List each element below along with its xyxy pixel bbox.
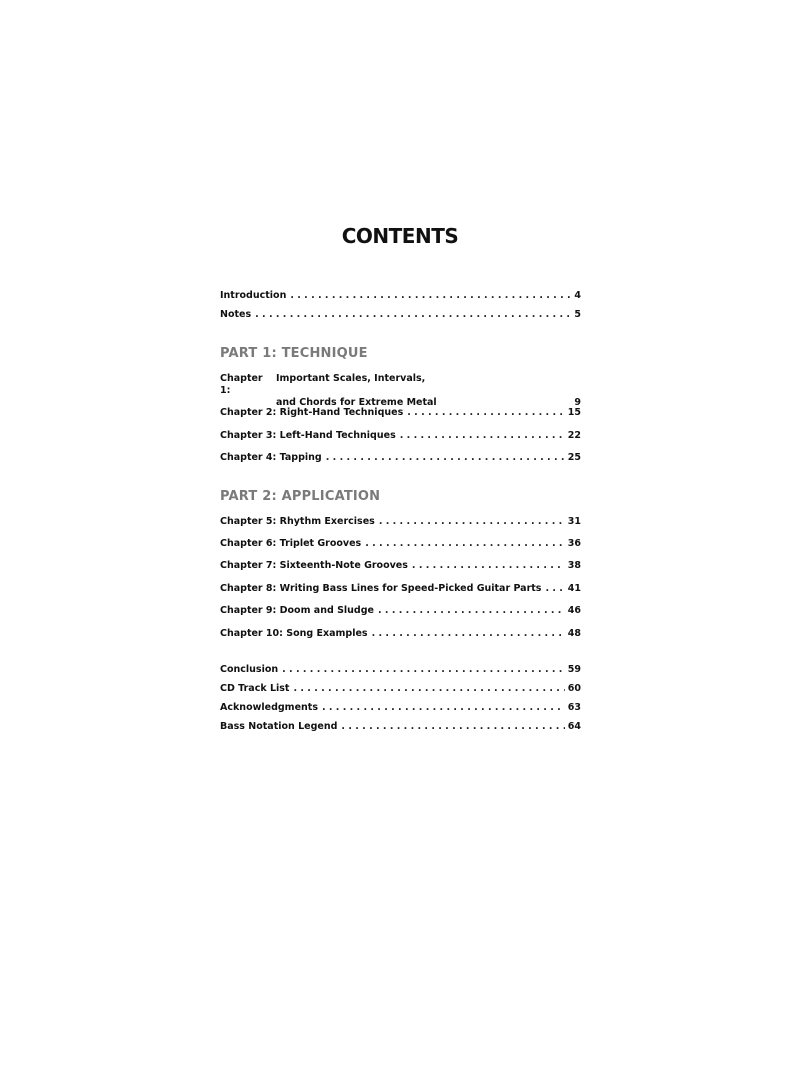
toc-page-number: 48: [567, 628, 581, 639]
toc-entry-chapter-7[interactable]: [220, 559, 581, 573]
dot-leader: [322, 701, 565, 715]
toc-entry-chapter-8[interactable]: [220, 582, 581, 596]
part-heading-technique: PART 1: TECHNIQUE: [220, 346, 368, 361]
toc-chapter-prefix: Chapter 1:: [220, 373, 263, 396]
toc-page-number: 41: [567, 583, 581, 594]
toc-entry-chapter-9[interactable]: [220, 604, 581, 618]
toc-entry-chapter-5[interactable]: [220, 515, 581, 529]
toc-entry-chapter-3[interactable]: [220, 429, 581, 443]
toc-entry-label: Chapter 6: Triplet Grooves: [220, 538, 362, 549]
toc-entry-cd-track-list[interactable]: [220, 682, 581, 696]
toc-page-number: 38: [567, 560, 581, 571]
toc-page-number: 4: [574, 290, 581, 301]
dot-leader: [412, 559, 565, 573]
toc-entry-label: Chapter 8: Writing Bass Lines for Speed-Picked Guitar Parts: [220, 583, 542, 594]
toc-entry-chapter-2[interactable]: [220, 406, 581, 420]
toc-page-number: 59: [567, 664, 581, 675]
toc-entry-chapter-6[interactable]: [220, 537, 581, 551]
toc-entry-label: Chapter 10: Song Examples: [220, 628, 368, 639]
toc-page-number: 9: [574, 397, 581, 408]
toc-page-number: 25: [567, 452, 581, 463]
dot-leader: [545, 582, 564, 596]
toc-entry-label: Chapter 9: Doom and Sludge: [220, 605, 374, 616]
toc-entry-conclusion[interactable]: [220, 663, 581, 677]
toc-entry-label: Conclusion: [220, 664, 279, 675]
toc-page-number: 60: [567, 683, 581, 694]
toc-page-number: 46: [567, 605, 581, 616]
toc-entry-label: Chapter 5: Rhythm Exercises: [220, 516, 375, 527]
toc-entry-notes[interactable]: [220, 308, 581, 322]
toc-entry-introduction[interactable]: [220, 289, 581, 303]
toc-entry-acknowledgments[interactable]: [220, 701, 581, 715]
toc-entry-label: Introduction: [220, 290, 287, 301]
dot-leader: [290, 289, 571, 303]
toc-entry-chapter-1[interactable]: [220, 373, 581, 409]
dot-leader: [378, 604, 565, 618]
dot-leader: [326, 451, 565, 465]
toc-page-number: 22: [567, 430, 581, 441]
toc-page-number: 15: [567, 407, 581, 418]
dot-leader: [379, 515, 565, 529]
dot-leader: [293, 682, 564, 696]
dot-leader: [282, 663, 565, 677]
toc-entry-bass-notation-legend[interactable]: [220, 720, 581, 734]
dot-leader: [255, 308, 571, 322]
toc-entry-label: CD Track List: [220, 683, 290, 694]
dot-leader: [407, 406, 565, 420]
toc-entry-label: Chapter 3: Left-Hand Techniques: [220, 430, 396, 441]
dot-leader: [372, 627, 565, 641]
toc-entry-label: Notes: [220, 309, 252, 320]
dot-leader: [341, 720, 564, 734]
toc-page-number: 64: [567, 721, 581, 732]
dot-leader: [400, 429, 565, 443]
toc-entry-label: Chapter 2: Right-Hand Techniques: [220, 407, 404, 418]
toc-entry-chapter-4[interactable]: [220, 451, 581, 465]
toc-entry-label: Acknowledgments: [220, 702, 318, 713]
toc-page-number: 5: [574, 309, 581, 320]
toc-entry-chapter-10[interactable]: [220, 627, 581, 641]
toc-page-number: 63: [567, 702, 581, 713]
dot-leader: [365, 537, 565, 551]
toc-entry-label: Chapter 7: Sixteenth-Note Grooves: [220, 560, 408, 571]
toc-entry-label: Bass Notation Legend: [220, 721, 338, 732]
toc-entry-label-line2: and Chords for Extreme Metal: [276, 397, 437, 408]
toc-entry-label-line1: Important Scales, Intervals,: [276, 373, 426, 384]
toc-page-number: 36: [567, 538, 581, 549]
toc-entry-label: Chapter 4: Tapping: [220, 452, 322, 463]
page-title: CONTENTS: [341, 224, 459, 248]
toc-page-number: 31: [567, 516, 581, 527]
part-heading-application: PART 2: APPLICATION: [220, 489, 381, 504]
